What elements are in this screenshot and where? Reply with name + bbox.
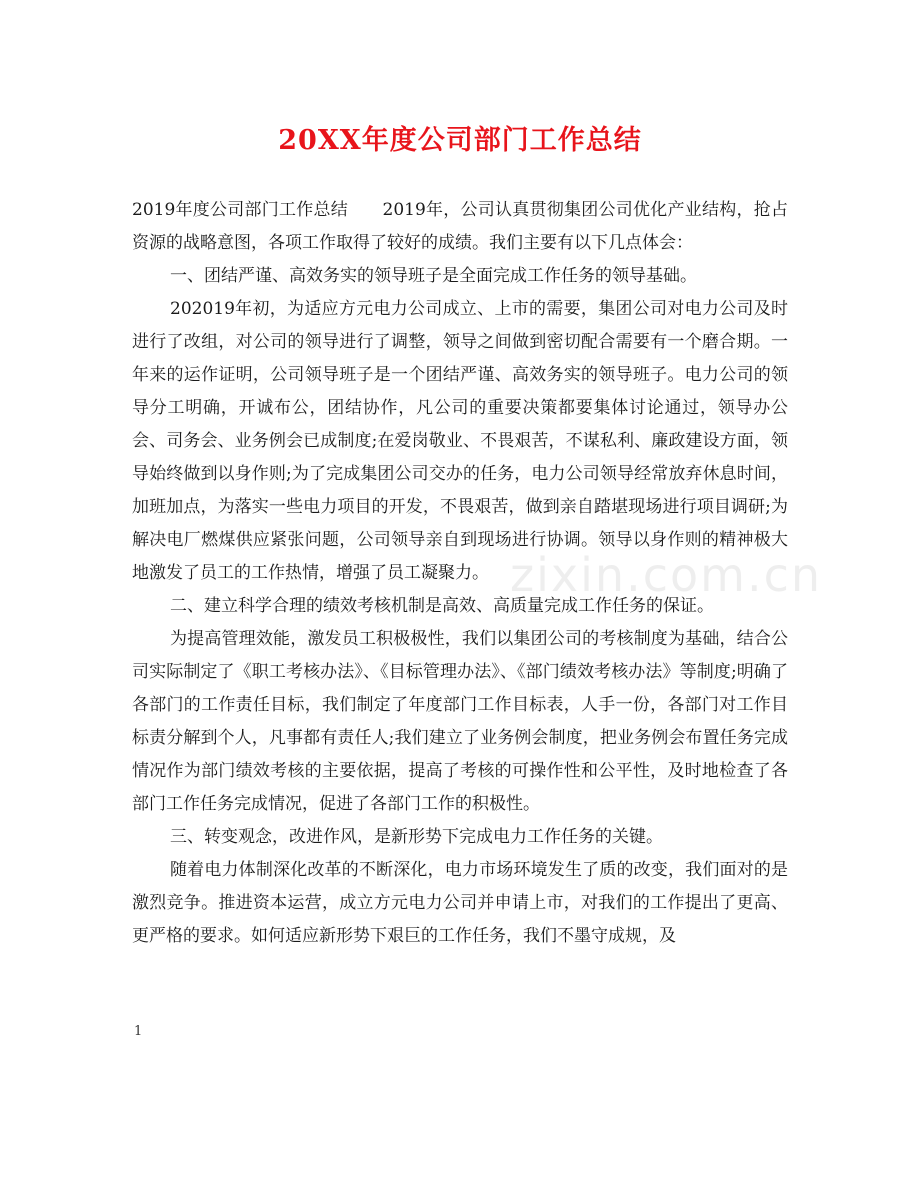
paragraph-performance: 为提高管理效能，激发员工积极极性，我们以集团公司的考核制度为基础，结合公司实际制定了《职工考核办法》、《目标管理办法》、《部门绩效考核办法》等制度;明确了各部门的工作责任目标，我们制定了年度部门工作目标表，人手一份，各部门对工作目标责分解到个人，凡事都有责任人;我们建立了业务例会制度，把业务例会布置任务完成情况作为部门绩效考核的主要依据，提高了考核的可操作性和公平性，及时地检查了各部门工作任务完成情况，促进了各部门工作的积极性。 — [132, 629, 788, 814]
page-number: 1 — [134, 1024, 143, 1039]
paragraph-intro: 2019年度公司部门工作总结 2019年，公司认真贯彻集团公司优化产业结构，抢占资源的战略意图，各项工作取得了较好的成绩。我们主要有以下几点体会： — [132, 200, 788, 253]
paragraph-heading-1: 一、团结严谨、高效务实的领导班子是全面完成工作任务的领导基础。 — [170, 266, 697, 286]
paragraph-leadership: 202019年初，为适应方元电力公司成立、上市的需要，集团公司对电力公司及时进行了改组，对公司的领导进行了调整，领导之间做到密切配合需要有一个磨合期。一年来的运作证明，公司领导班子是一个团结严谨、高效务实的领导班子。电力公司的领导分工明确，开诚布公，团结协作，凡公司的重要决策都要集体讨论通过，领导办公会、司务会、业务例会已成制度;在爱岗敬业、不畏艰苦，不谋私利、廉政建设方面，领导始终做到以身作则;为了完成集团公司交办的任务，电力公司领导经常放弃休息时间，加班加点，为落实一些电力项目的开发，不畏艰苦，做到亲自踏堪现场进行项目调研;为解决电厂燃煤供应紧张问题，公司领导亲自到现场进行协调。领导以身作则的精神极大地激发了员工的工作热情，增强了员工凝聚力。 — [132, 299, 788, 583]
paragraph-reform: 随着电力体制深化改革的不断深化，电力市场环境发生了质的改变，我们面对的是激烈竞争。推进资本运营，成立方元电力公司并申请上市，对我们的工作提出了更高、更严格的要求。如何适应新形势下艰巨的工作任务，我们不墨守成规，及 — [132, 860, 788, 946]
paragraph-heading-3: 三、转变观念，改进作风，是新形势下完成电力工作任务的关键。 — [170, 827, 663, 847]
document-body — [132, 194, 788, 953]
watermark: zixin.com.cn — [510, 548, 823, 602]
document-title: 20XX年度公司部门工作总结 — [278, 125, 642, 156]
paragraph-heading-2: 二、建立科学合理的绩效考核机制是高效、高质量完成工作任务的保证。 — [170, 596, 714, 616]
